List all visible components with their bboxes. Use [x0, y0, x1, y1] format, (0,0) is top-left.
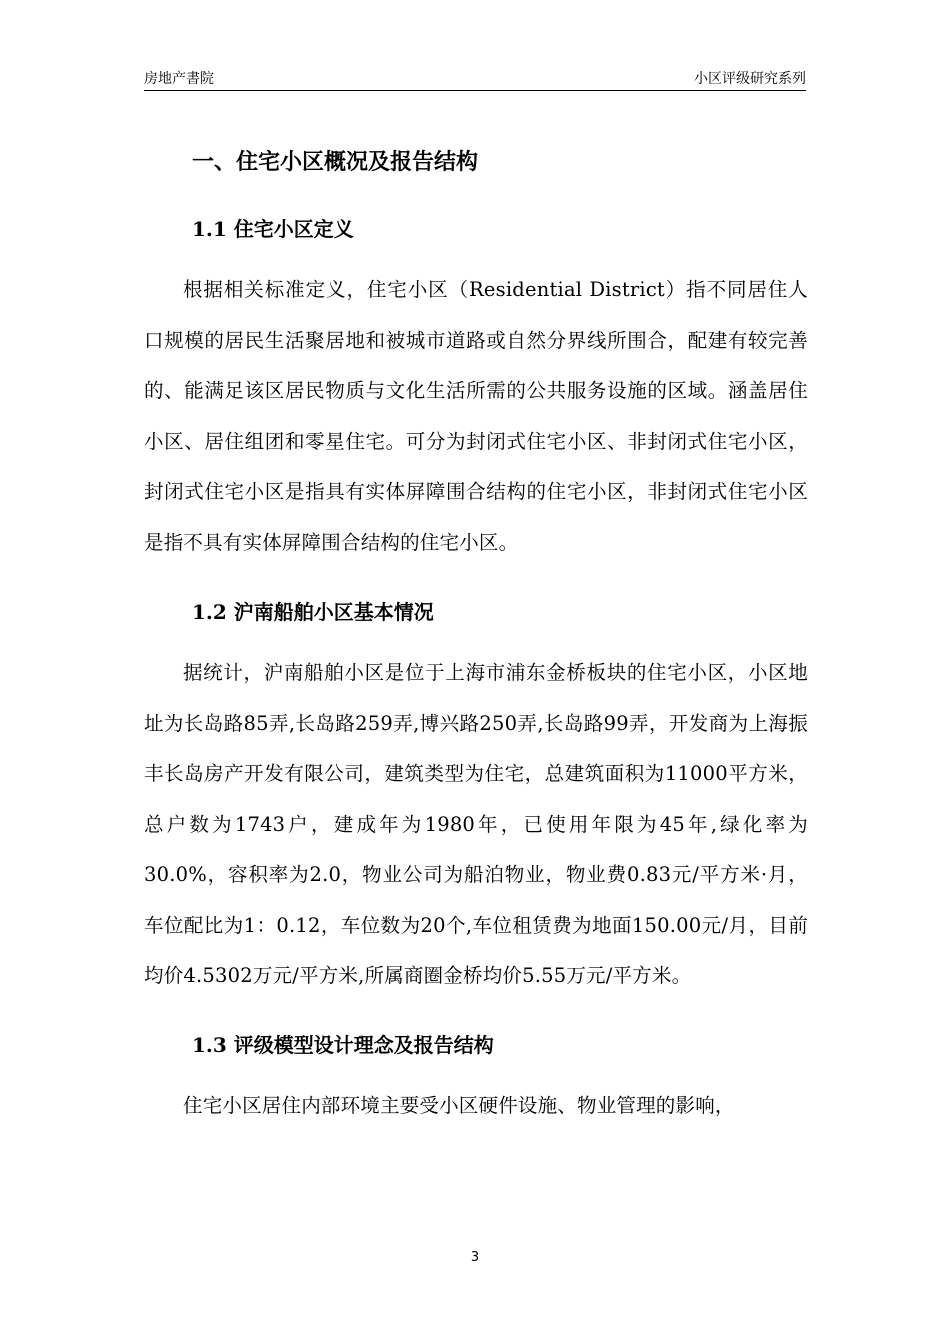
header-publisher: 房地产書院 [144, 71, 214, 87]
section-paragraph-1-3: 住宅小区居住内部环境主要受小区硬件设施、物业管理的影响， [183, 1093, 735, 1117]
section-heading-1-1: 1.1 住宅小区定义 [192, 217, 354, 241]
section-heading-1-3: 1.3 评级模型设计理念及报告结构 [192, 1032, 494, 1057]
section-paragraph-1-2: 据统计，沪南船舶小区是位于上海市浦东金桥板块的住宅小区，小区地址为长岛路85弄,长岛路259弄,博兴路250弄,长岛路99弄，开发商为上海振丰长岛房产开发有限公司，建筑类型为住宅，总建筑面积为11000平方米，总户数为1743户，建成年为1980年，已使用年限为45年,绿化率为30.0%，容积率为2.0，物业公司为船泊物业，物业费0.83元/平方米·月，车位配比为1：0.12，车位数为20个,车位租赁费为地面150.00元/月，目前均价4.5302万元/平方米,所属商圈金桥均价5.55万元/平方米。 [144, 661, 808, 987]
document-body [144, 140, 808, 1131]
page-header [144, 66, 806, 91]
page-number: 3 [470, 1250, 480, 1265]
header-series: 小区评级研究系列 [694, 71, 806, 87]
chapter-title: 一、住宅小区概况及报告结构 [192, 149, 479, 175]
section-paragraph-1-1: 根据相关标准定义，住宅小区（Residential District）指不同居住人口规模的居民生活聚居地和被城市道路或自然分界线所围合，配建有较完善的、能满足该区居民物质与文化生活所需的公共服务设施的区域。涵盖居住小区、居住组团和零星住宅。可分为封闭式住宅小区、非封闭式住宅小区，封闭式住宅小区是指具有实体屏障围合结构的住宅小区，非封闭式住宅小区是指不具有实体屏障围合结构的住宅小区。 [144, 278, 808, 554]
section-heading-1-2: 1.2 沪南船舶小区基本情况 [192, 600, 434, 624]
